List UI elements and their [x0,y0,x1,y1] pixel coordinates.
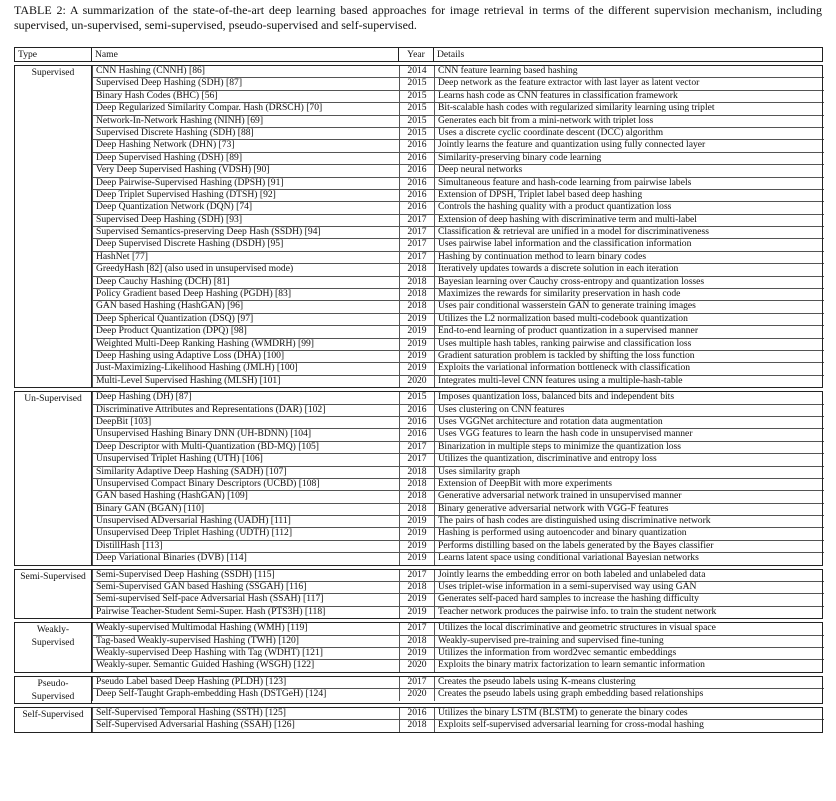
method-details: Uses VGGNet architecture and rotation data augmentation [435,416,824,428]
method-name: Tag-based Weakly-supervised Hashing (TWH) [120] [93,635,400,647]
method-year: 2016 [400,429,435,441]
method-name: Unsupervised Triplet Hashing (UTH) [106] [93,454,400,466]
method-name: Very Deep Supervised Hashing (VDSH) [90] [93,165,400,177]
method-name: Network-In-Network Hashing (NINH) [69] [93,115,400,127]
method-year: 2016 [400,140,435,152]
method-details: Bayesian learning over Cauchy cross-entropy and quantization losses [435,276,824,288]
method-details: Deep neural networks [435,165,824,177]
method-name: Self-Supervised Temporal Hashing (SSTH) [125] [93,708,400,720]
method-year: 2018 [400,466,435,478]
table-row [93,594,824,606]
method-details: Extension of deep hashing with discriminative term and multi-label [435,214,824,226]
method-details: Uses clustering on CNN features [435,404,824,416]
method-name: GAN based Hashing (HashGAN) [96] [93,301,400,313]
method-year: 2015 [400,127,435,139]
method-year: 2017 [400,227,435,239]
method-year: 2018 [400,582,435,594]
method-details: Learns hash code as CNN features in classification framework [435,90,824,102]
method-details: Learns latent space using conditional variational Bayesian networks [435,553,824,565]
method-name: Deep Supervised Hashing (DSH) [89] [93,152,400,164]
method-details: Deep network as the feature extractor with last layer as latent vector [435,78,824,90]
method-details: Utilizes the L2 normalization based multi-codebook quantization [435,313,824,325]
method-name: Deep Hashing Network (DHN) [73] [93,140,400,152]
group-type [15,676,92,703]
method-name: Supervised Discrete Hashing (SDH) [88] [93,127,400,139]
method-name: Semi-supervised Self-pace Adversarial Hash (SSAH) [117] [93,594,400,606]
method-year: 2015 [400,90,435,102]
method-year: 2020 [400,689,435,701]
table-row [93,660,824,672]
table-row [93,516,824,528]
table-row [93,90,824,102]
table-row [93,708,824,720]
table-row [93,127,824,139]
method-year: 2015 [400,115,435,127]
table-row [93,582,824,594]
method-name: Just-Maximizing-Likelihood Hashing (JMLH) [100] [93,363,400,375]
method-name: Binary Hash Codes (BHC) [56] [93,90,400,102]
method-details: Generates self-paced hard samples to increase the hashing difficulty [435,594,824,606]
method-details: Utilizes the information from word2vec semantic embeddings [435,647,824,659]
method-year: 2018 [400,301,435,313]
table-row [93,553,824,565]
table-row [93,276,824,288]
table-row [93,363,824,375]
method-name: Similarity Adaptive Deep Hashing (SADH) [107] [93,466,400,478]
table-row [93,189,824,201]
table-row [93,177,824,189]
method-year: 2018 [400,635,435,647]
method-details: Exploits self-supervised adversarial learning for cross-modal hashing [435,720,824,732]
method-details: Jointly learns the embedding error on both labeled and unlabeled data [435,570,824,582]
method-year: 2015 [400,78,435,90]
method-name: Deep Supervised Discrete Hashing (DSDH) [95] [93,239,400,251]
method-details: Uses similarity graph [435,466,824,478]
method-year: 2019 [400,516,435,528]
method-details: Binarization in multiple steps to minimize the quantization loss [435,441,824,453]
table-row [93,301,824,313]
table-row [93,429,824,441]
group-type [15,569,92,619]
table-row [93,720,824,732]
method-year: 2017 [400,239,435,251]
method-name: Deep Hashing (DH) [87] [93,392,400,404]
method-year: 2016 [400,165,435,177]
method-year: 2019 [400,647,435,659]
table-row [93,392,824,404]
table-row [93,528,824,540]
method-name: Pseudo Label based Deep Hashing (PLDH) [123] [93,677,400,689]
table-row [93,570,824,582]
table-row [93,326,824,338]
table-row [93,375,824,387]
table-row [93,606,824,618]
method-name: Weakly-super. Semantic Guided Hashing (WSGH) [122] [93,660,400,672]
table-row [93,338,824,350]
group-type-label: Un-Supervised [24,393,82,405]
method-year: 2019 [400,594,435,606]
header-details: Details [434,48,823,62]
method-year: 2015 [400,392,435,404]
group-type-label: Weakly-Supervised [31,624,75,649]
group-type-label: Self-Supervised [22,708,84,720]
table-row [93,454,824,466]
method-details: Exploits the variational information bottleneck with classification [435,363,824,375]
table-row [93,103,824,115]
method-details: Generative adversarial network trained in unsupervised manner [435,491,824,503]
method-year: 2016 [400,189,435,201]
table-row [93,466,824,478]
group-type [15,66,92,388]
method-details: Exploits the binary matrix factorization to learn semantic information [435,660,824,672]
method-name: Weakly-supervised Multimodal Hashing (WMH) [119] [93,623,400,635]
table-row [93,313,824,325]
header-row [15,48,823,62]
method-name: Deep Product Quantization (DPQ) [98] [93,326,400,338]
approaches-table [14,47,823,733]
method-name: Deep Regularized Similarity Compar. Hash (DRSCH) [70] [93,103,400,115]
method-name: HashNet [77] [93,251,400,263]
method-details: Hashing by continuation method to learn binary codes [435,251,824,263]
method-details: Hashing is performed using autoencoder and binary quantization [435,528,824,540]
table-row [93,66,824,78]
table-row [93,441,824,453]
method-year: 2019 [400,606,435,618]
table-row [93,677,824,689]
method-year: 2017 [400,441,435,453]
method-details: Similarity-preserving binary code learning [435,152,824,164]
method-details: Uses triplet-wise information in a semi-supervised way using GAN [435,582,824,594]
method-details: Weakly-supervised pre-training and supervised fine-tuning [435,635,824,647]
method-name: Unsupervised Deep Triplet Hashing (UDTH) [112] [93,528,400,540]
method-details: Controls the hashing quality with a product quantization loss [435,202,824,214]
method-name: Binary GAN (BGAN) [110] [93,503,400,515]
method-year: 2019 [400,528,435,540]
method-name: Deep Spherical Quantization (DSQ) [97] [93,313,400,325]
method-details: Performs distilling based on the labels generated by the Bayes classifier [435,540,824,552]
method-year: 2017 [400,251,435,263]
method-year: 2019 [400,326,435,338]
table-row [93,115,824,127]
table-row [93,140,824,152]
method-name: Deep Triplet Supervised Hashing (DTSH) [92] [93,189,400,201]
method-year: 2016 [400,708,435,720]
method-year: 2017 [400,570,435,582]
method-details: Bit-scalable hash codes with regularized similarity learning using triplet [435,103,824,115]
method-name: Deep Self-Taught Graph-embedding Hash (DSTGeH) [124] [93,689,400,701]
method-details: Utilizes the quantization, discriminative and entropy loss [435,454,824,466]
method-name: Semi-Supervised Deep Hashing (SSDH) [115] [93,570,400,582]
method-details: Iteratively updates towards a discrete solution in each iteration [435,264,824,276]
table-row [93,214,824,226]
method-details: Gradient saturation problem is tackled by shifting the loss function [435,350,824,362]
method-year: 2017 [400,677,435,689]
method-details: Creates the pseudo labels using K-means clustering [435,677,824,689]
table-row [93,623,824,635]
header-type: Type [15,48,92,62]
table-row [93,251,824,263]
method-details: Uses multiple hash tables, ranking pairwise and classification loss [435,338,824,350]
table-row [93,78,824,90]
method-name: Unsupervised ADversarial Hashing (UADH) [111] [93,516,400,528]
method-name: Deep Pairwise-Supervised Hashing (DPSH) [91] [93,177,400,189]
group-rows [92,570,824,619]
method-details: Extension of DeepBit with more experiments [435,478,824,490]
method-details: Utilizes the binary LSTM (BLSTM) to generate the binary codes [435,708,824,720]
method-name: Unsupervised Compact Binary Descriptors (UCBD) [108] [93,478,400,490]
group-type-label: Pseudo-Supervised [31,677,75,702]
table-row [93,491,824,503]
method-name: GreedyHash [82] (also used in unsupervised mode) [93,264,400,276]
method-name: Supervised Deep Hashing (SDH) [87] [93,78,400,90]
method-details: Binary generative adversarial network with VGG-F features [435,503,824,515]
table-row [93,540,824,552]
method-year: 2019 [400,313,435,325]
method-year: 2016 [400,416,435,428]
method-year: 2016 [400,177,435,189]
method-year: 2018 [400,276,435,288]
table-row [93,503,824,515]
group-row [15,676,823,703]
method-year: 2018 [400,264,435,276]
method-details: Classification & retrieval are unified in a model for discriminativeness [435,227,824,239]
group-row [15,623,823,673]
method-name: Discriminative Attributes and Representations (DAR) [102] [93,404,400,416]
method-details: Uses pairwise label information and the classification information [435,239,824,251]
method-name: Deep Variational Binaries (DVB) [114] [93,553,400,565]
method-year: 2017 [400,623,435,635]
method-year: 2018 [400,491,435,503]
method-details: Uses a discrete cyclic coordinate descent (DCC) algorithm [435,127,824,139]
table-row [93,635,824,647]
method-year: 2018 [400,503,435,515]
method-year: 2019 [400,553,435,565]
group-type-label: Supervised [31,67,75,78]
table-row [93,647,824,659]
method-year: 2016 [400,404,435,416]
method-details: Uses VGG features to learn the hash code in unsupervised manner [435,429,824,441]
table-row [93,264,824,276]
method-year: 2017 [400,214,435,226]
method-name: Pairwise Teacher-Student Semi-Super. Hash (PTS3H) [118] [93,606,400,618]
method-details: Maximizes the rewards for similarity preservation in hash code [435,289,824,301]
method-year: 2015 [400,103,435,115]
method-details: Uses pair conditional wasserstein GAN to generate training images [435,301,824,313]
method-year: 2018 [400,289,435,301]
method-name: Deep Cauchy Hashing (DCH) [81] [93,276,400,288]
method-name: GAN based Hashing (HashGAN) [109] [93,491,400,503]
method-name: Semi-Supervised GAN based Hashing (SSGAH) [116] [93,582,400,594]
method-name: Deep Quantization Network (DQN) [74] [93,202,400,214]
table-row [93,202,824,214]
method-year: 2019 [400,350,435,362]
method-name: Weighted Multi-Deep Ranking Hashing (WMDRH) [99] [93,338,400,350]
group-rows [92,392,824,564]
header-name: Name [92,48,399,62]
method-details: Imposes quantization loss, balanced bits and independent bits [435,392,824,404]
table-row [93,689,824,701]
method-year: 2017 [400,454,435,466]
method-details: Creates the pseudo labels using graph embedding based relationships [435,689,824,701]
method-name: Supervised Deep Hashing (SDH) [93] [93,214,400,226]
method-name: Policy Gradient based Deep Hashing (PGDH) [83] [93,289,400,301]
method-year: 2014 [400,66,435,78]
method-year: 2019 [400,540,435,552]
method-year: 2020 [400,660,435,672]
method-name: DistillHash [113] [93,540,400,552]
group-rows [92,623,824,672]
method-name: Weakly-supervised Deep Hashing with Tag (WDHT) [121] [93,647,400,659]
method-year: 2020 [400,375,435,387]
method-details: Jointly learns the feature and quantization using fully connected layer [435,140,824,152]
method-details: Extension of DPSH, Triplet label based deep hashing [435,189,824,201]
group-type [15,707,92,732]
method-year: 2019 [400,363,435,375]
table-caption: TABLE 2: A summarization of the state-of-the-art deep learning based approaches for image retrieval in terms of the different supervision mechanism, including supervised, un-supervised, semi-supervised, pseudo-supervised and self-supervised. [14,3,822,32]
method-details: The pairs of hash codes are distinguished using discriminative network [435,516,824,528]
table-row [93,350,824,362]
method-name: Unsupervised Hashing Binary DNN (UH-BDNN) [104] [93,429,400,441]
method-name: DeepBit [103] [93,416,400,428]
group-rows [92,677,824,701]
group-type [15,392,92,565]
method-name: Self-Supervised Adversarial Hashing (SSAH) [126] [93,720,400,732]
table-row [93,289,824,301]
group-type-label: Semi-Supervised [20,570,86,582]
method-year: 2019 [400,338,435,350]
method-details: CNN feature learning based hashing [435,66,824,78]
method-name: Deep Hashing using Adaptive Loss (DHA) [100] [93,350,400,362]
method-year: 2016 [400,202,435,214]
group-row [15,707,823,732]
group-rows [92,708,824,732]
method-name: Supervised Semantics-preserving Deep Hash (SSDH) [94] [93,227,400,239]
method-year: 2018 [400,478,435,490]
method-name: Deep Descriptor with Multi-Quantization (BD-MQ) [105] [93,441,400,453]
table-row [93,227,824,239]
header-year: Year [399,48,434,62]
table-row [93,239,824,251]
method-details: Simultaneous feature and hash-code learning from pairwise labels [435,177,824,189]
table-row [93,152,824,164]
group-row [15,569,823,619]
table-row [93,404,824,416]
group-row [15,66,823,388]
table-row [93,165,824,177]
method-details: Generates each bit from a mini-network with triplet loss [435,115,824,127]
table-body [15,62,823,733]
method-year: 2018 [400,720,435,732]
table-row [93,478,824,490]
table-row [93,416,824,428]
method-name: Multi-Level Supervised Hashing (MLSH) [101] [93,375,400,387]
group-type [15,623,92,673]
method-details: Integrates multi-level CNN features using a multiple-hash-table [435,375,824,387]
method-name: CNN Hashing (CNNH) [86] [93,66,400,78]
group-rows [92,66,824,387]
method-details: End-to-end learning of product quantization in a supervised manner [435,326,824,338]
group-row [15,392,823,565]
method-details: Utilizes the local discriminative and geometric structures in visual space [435,623,824,635]
method-year: 2016 [400,152,435,164]
method-details: Teacher network produces the pairwise info. to train the student network [435,606,824,618]
